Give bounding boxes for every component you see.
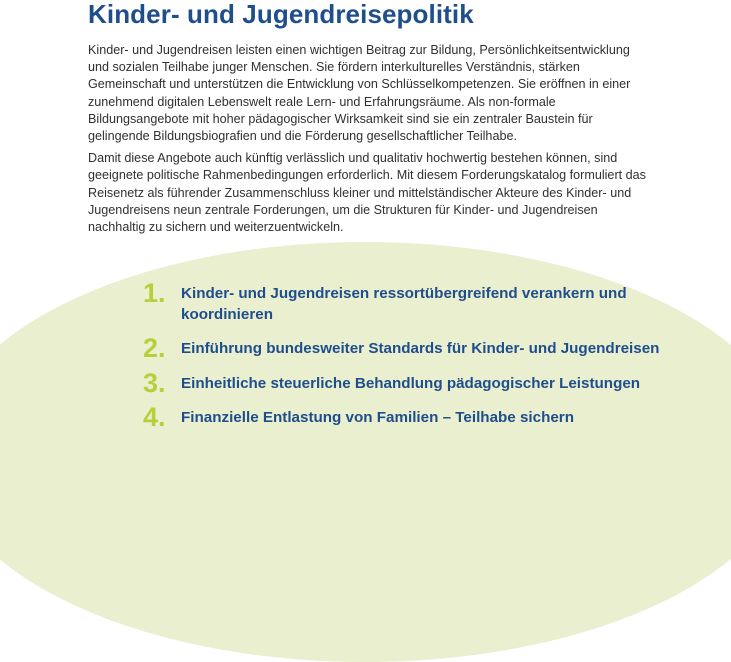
demand-item-2	[143, 333, 663, 363]
demand-number: 4.	[143, 402, 166, 432]
demand-number: 2.	[143, 333, 166, 363]
intro-paragraph-1: Kinder- und Jugendreisen leisten einen wichtigen Beitrag zur Bildung, Persönlichkeitsentwicklung und sozialen Teilhabe junger Menschen. Sie fördern interkulturelles Verständnis, stärken Gemeinschaft und unterstützen die Entwicklung von Schlüsselkompetenzen. Sie eröffnen in einer zunehmend digitalen Lebenswelt reale Lern- und Erfahrungsräume. Als non-formale Bildungsangebote mit hoher pädagogischer Wirksamkeit sind sie ein zentraler Baustein für gelingende Bildungsbiografien und die Förderung gesellschaftlicher Teilhabe.	[88, 43, 631, 144]
demands-list	[143, 278, 663, 443]
demand-number: 3.	[143, 367, 166, 398]
demand-text: Finanzielle Entlastung von Familien – Teilhabe sichern	[181, 409, 574, 426]
demand-item-3	[143, 367, 663, 398]
demand-item-4	[143, 402, 663, 432]
demand-text: Einheitliche steuerliche Behandlung pädagogischer Leistungen	[181, 374, 641, 392]
demand-item-1	[143, 278, 663, 325]
intro-paragraph-2: Damit diese Angebote auch künftig verlässlich und qualitativ hochwertig bestehen können, sind geeignete politische Rahmenbedingungen erforderlich. Mit diesem Forderungskatalog formuliert das Reisenetz als führender Zusammenschluss kleiner und mittelständischer Akteure des Kinder- und Jugendreisens neun zentrale Forderungen, um die Strukturen für Kinder- und Jugendreisen nachhaltig zu sichern und weiterzuentwickeln.	[88, 151, 646, 235]
page-title: Kinder- und Jugendreisepolitik	[88, 0, 474, 29]
demand-text: Einführung bundesweiter Standards für Kinder- und Jugendreisen	[181, 340, 660, 357]
intro-text	[88, 42, 648, 241]
demand-text: Kinder- und Jugendreisen ressortübergreifend verankern und koordinieren	[181, 285, 627, 323]
demand-number: 1.	[143, 278, 166, 308]
